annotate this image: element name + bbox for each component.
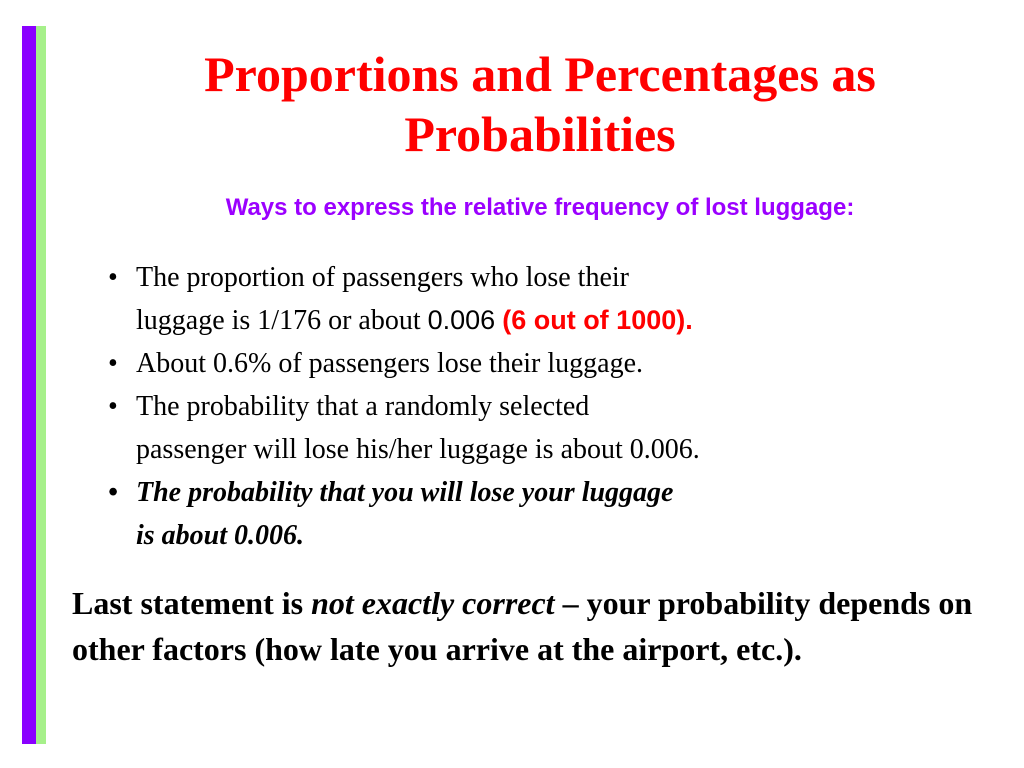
bullet-4-line-1: The probability that you will lose your luggage — [136, 477, 674, 508]
bullet-1-line-2: luggage is 1/176 or about — [136, 305, 428, 336]
bullet-marker: • — [108, 348, 118, 379]
bullet-1-line-1: The proportion of passengers who lose their — [136, 262, 629, 293]
bullet-2-text: About 0.6% of passengers lose their luggage. — [136, 348, 643, 379]
bullet-item-your-probability — [104, 471, 904, 557]
bullet-item-probability — [104, 385, 904, 471]
conclusion-prefix: Last statement is — [72, 585, 312, 621]
bullet-marker: • — [108, 391, 118, 422]
title-line-1: Proportions and Percentages as — [204, 46, 876, 102]
bullet-1-highlight: (6 out of 1000). — [502, 305, 693, 335]
bullet-list — [104, 256, 904, 557]
slide-subtitle: Ways to express the relative frequency of lost luggage: — [225, 194, 855, 221]
left-accent-bar-purple — [22, 26, 36, 744]
bullet-3-line-2: passenger will lose his/her luggage is about 0.006. — [136, 434, 700, 465]
bullet-item-proportion — [104, 256, 904, 342]
bullet-marker: • — [108, 477, 118, 508]
conclusion-paragraph — [72, 580, 1002, 672]
bullet-3-line-1: The probability that a randomly selected — [136, 391, 590, 422]
title-line-2: Probabilities — [404, 106, 676, 162]
conclusion-suffix: – your probability depends on other factors (how late you arrive at the airport, etc.). — [72, 585, 973, 667]
conclusion-italic: not exactly correct — [311, 585, 555, 621]
bullet-4-line-2: is about 0.006. — [136, 520, 305, 551]
slide-title — [70, 44, 1010, 164]
left-accent-bar-green — [36, 26, 46, 744]
bullet-marker: • — [108, 262, 118, 293]
bullet-item-percentage — [104, 342, 904, 385]
bullet-1-value: 0.006 — [427, 305, 496, 335]
